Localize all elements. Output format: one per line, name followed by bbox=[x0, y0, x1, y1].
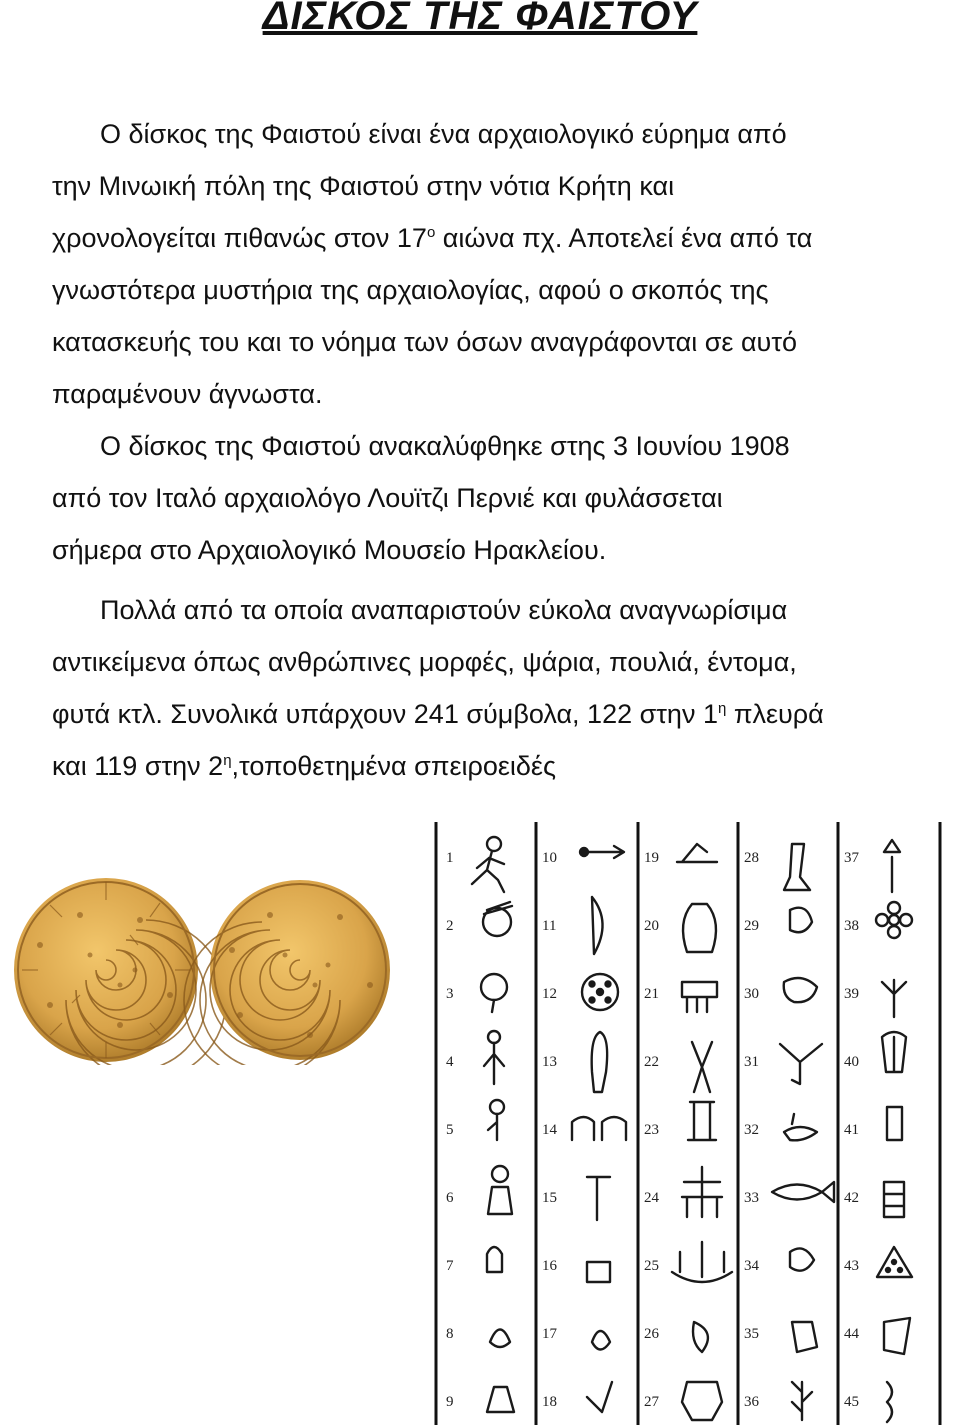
comb-icon bbox=[682, 982, 717, 1012]
arrow-icon bbox=[580, 846, 624, 858]
svg-text:24: 24 bbox=[644, 1190, 659, 1206]
mattock-icon bbox=[587, 1177, 610, 1220]
svg-text:39: 39 bbox=[844, 986, 859, 1002]
svg-text:10: 10 bbox=[542, 850, 557, 866]
p2-line-1 bbox=[52, 420, 952, 472]
p1-line-2: την Μινωική πόλη της Φαιστού στην νότια Κρήτη και bbox=[52, 171, 675, 201]
superscript-o: ο bbox=[426, 224, 436, 241]
papyrus-icon bbox=[884, 840, 900, 892]
bird-flying-icon bbox=[780, 1044, 822, 1084]
cat-icon bbox=[790, 908, 812, 933]
grater-icon bbox=[884, 1182, 904, 1217]
boomerang-icon bbox=[587, 1382, 612, 1412]
svg-text:34: 34 bbox=[744, 1258, 759, 1274]
p3-line-4 bbox=[52, 740, 952, 792]
superscript-eta-1: η bbox=[717, 700, 727, 717]
svg-text:18: 18 bbox=[542, 1394, 557, 1410]
dolium-icon bbox=[683, 904, 716, 952]
wavy-band-icon bbox=[887, 1382, 892, 1422]
svg-text:9: 9 bbox=[446, 1394, 454, 1410]
helmet-icon bbox=[487, 1247, 502, 1272]
paragraph-2 bbox=[52, 420, 952, 576]
flute-icon bbox=[887, 1107, 902, 1140]
document-title: ΔΙΣΚΟΣ ΤΗΣ ΦΑΙΣΤΟΥ bbox=[262, 0, 698, 38]
svg-text:35: 35 bbox=[744, 1326, 759, 1342]
tattooed-head-icon bbox=[481, 974, 507, 1012]
svg-text:14: 14 bbox=[542, 1122, 557, 1138]
svg-text:21: 21 bbox=[644, 986, 659, 1002]
svg-text:22: 22 bbox=[644, 1054, 659, 1070]
saw-icon bbox=[587, 1262, 610, 1282]
p1-line-4: γνωστότερα μυστήρια της αρχαιολογίας, αφού ο σκοπός της bbox=[52, 275, 769, 305]
svg-text:17: 17 bbox=[542, 1326, 557, 1342]
column-icon bbox=[688, 1102, 716, 1140]
svg-text:7: 7 bbox=[446, 1258, 454, 1274]
svg-text:41: 41 bbox=[844, 1122, 859, 1138]
svg-text:33: 33 bbox=[744, 1190, 759, 1206]
svg-text:40: 40 bbox=[844, 1054, 859, 1070]
paragraph-1 bbox=[52, 108, 952, 420]
carpentry-plane-icon bbox=[677, 844, 717, 862]
p1-line-1-text: Ο δίσκος της Φαιστού είναι ένα αρχαιολογικό εύρημα από bbox=[100, 119, 787, 149]
svg-text:31: 31 bbox=[744, 1054, 759, 1070]
p1-line-1 bbox=[52, 108, 952, 160]
sling-icon bbox=[692, 1042, 712, 1092]
hide-icon bbox=[682, 1382, 722, 1420]
p3-line-4b: ,τοποθετημένα σπειροειδές bbox=[231, 751, 556, 781]
svg-text:4: 4 bbox=[446, 1054, 454, 1070]
p2-line-1-text: Ο δίσκος της Φαιστού ανακαλύφθηκε στης 3 Ιουνίου 1908 bbox=[100, 431, 790, 461]
svg-text:1: 1 bbox=[446, 850, 454, 866]
manacles-icon bbox=[572, 1117, 626, 1140]
svg-text:28: 28 bbox=[744, 850, 759, 866]
p1-line-6: παραμένουν άγνωστα. bbox=[52, 379, 323, 409]
p1-line-3b: αιώνα πχ. Αποτελεί ένα από τα bbox=[435, 223, 813, 253]
svg-text:26: 26 bbox=[644, 1326, 659, 1342]
svg-text:27: 27 bbox=[644, 1394, 659, 1410]
glyph-column-2 bbox=[542, 846, 626, 1412]
svg-text:19: 19 bbox=[644, 850, 659, 866]
plane-tree-icon bbox=[792, 1322, 817, 1352]
glyph-column-1 bbox=[446, 837, 514, 1412]
disc-side-b-image bbox=[184, 880, 390, 1065]
svg-text:37: 37 bbox=[844, 850, 859, 866]
p1-line-3a: χρονολογείται πιθανώς στον 17 bbox=[52, 223, 427, 253]
vine-icon bbox=[792, 1382, 812, 1420]
p1-line-5: κατασκευής του και το νόημα των όσων αναγράφονται σε αυτό bbox=[52, 327, 798, 357]
svg-text:13: 13 bbox=[542, 1054, 557, 1070]
shield-icon bbox=[582, 974, 618, 1010]
p1-line-3 bbox=[52, 212, 952, 264]
captive-icon bbox=[484, 1031, 504, 1084]
gauntlet-icon bbox=[490, 1330, 510, 1348]
p2-line-2: από τον Ιταλό αρχαιολόγο Λουϊτζι Περνιέ και φυλάσσεται bbox=[52, 483, 723, 513]
svg-text:44: 44 bbox=[844, 1326, 859, 1342]
svg-text:36: 36 bbox=[744, 1394, 759, 1410]
p3-line-3b: πλευρά bbox=[726, 699, 824, 729]
plumed-head-icon bbox=[483, 902, 512, 936]
lid-icon bbox=[592, 1331, 610, 1350]
svg-text:43: 43 bbox=[844, 1258, 859, 1274]
bow-icon bbox=[592, 897, 603, 954]
rosette-icon bbox=[876, 902, 912, 938]
glyph-column-4 bbox=[744, 844, 834, 1420]
svg-text:11: 11 bbox=[542, 918, 557, 934]
beehive-icon bbox=[682, 1167, 722, 1217]
paragraph-3 bbox=[52, 584, 952, 792]
phaistos-disc-photos bbox=[10, 875, 390, 1065]
svg-text:8: 8 bbox=[446, 1326, 454, 1342]
oxback-icon bbox=[882, 1032, 906, 1072]
p3-line-3 bbox=[52, 688, 952, 740]
svg-text:42: 42 bbox=[844, 1190, 859, 1206]
svg-text:25: 25 bbox=[644, 1258, 659, 1274]
dove-icon bbox=[784, 1114, 817, 1140]
svg-text:32: 32 bbox=[744, 1122, 759, 1138]
table-frame bbox=[436, 822, 940, 1425]
svg-text:16: 16 bbox=[542, 1258, 557, 1274]
lily-icon bbox=[882, 980, 906, 1017]
club-icon bbox=[592, 1032, 607, 1092]
svg-text:6: 6 bbox=[446, 1190, 454, 1206]
p3-line-1 bbox=[52, 584, 952, 636]
tiara-icon bbox=[487, 1387, 514, 1412]
bee-icon bbox=[790, 1248, 814, 1270]
svg-text:12: 12 bbox=[542, 986, 557, 1002]
svg-text:30: 30 bbox=[744, 986, 759, 1002]
ox-foot-icon bbox=[784, 844, 810, 890]
svg-text:45: 45 bbox=[844, 1394, 859, 1410]
svg-text:38: 38 bbox=[844, 918, 859, 934]
running-man-icon bbox=[472, 837, 504, 892]
p3-line-4a: και 119 στην 2 bbox=[52, 751, 224, 781]
small-axe-icon bbox=[884, 1318, 910, 1354]
svg-text:15: 15 bbox=[542, 1190, 557, 1206]
svg-text:20: 20 bbox=[644, 918, 659, 934]
glyph-column-5 bbox=[844, 840, 912, 1422]
ram-icon bbox=[784, 978, 817, 1002]
p3-line-1-text: Πολλά από τα οποία αναπαριστούν εύκολα αναγνωρίσιμα bbox=[100, 595, 788, 625]
svg-text:29: 29 bbox=[744, 918, 759, 934]
woman-icon bbox=[488, 1166, 512, 1214]
fish-icon bbox=[772, 1182, 834, 1202]
phaistos-symbol-table bbox=[432, 822, 952, 1425]
horn-icon bbox=[693, 1322, 708, 1352]
p2-line-3: σήμερα στο Αρχαιολογικό Μουσείο Ηρακλείου. bbox=[52, 535, 607, 565]
glyph-column-3 bbox=[644, 844, 732, 1420]
svg-text:2: 2 bbox=[446, 918, 454, 934]
ship-icon bbox=[672, 1242, 732, 1282]
svg-text:23: 23 bbox=[644, 1122, 659, 1138]
strainer-icon bbox=[877, 1247, 912, 1277]
p3-line-3a: φυτά κτλ. Συνολικά υπάρχουν 241 σύμβολα, 122 στην 1 bbox=[52, 699, 718, 729]
svg-text:5: 5 bbox=[446, 1122, 454, 1138]
p3-line-2: αντικείμενα όπως ανθρώπινες μορφές, ψάρια, πουλιά, έντομα, bbox=[52, 647, 797, 677]
svg-text:3: 3 bbox=[446, 986, 454, 1002]
child-icon bbox=[488, 1100, 504, 1140]
superscript-eta-2: η bbox=[223, 752, 232, 769]
